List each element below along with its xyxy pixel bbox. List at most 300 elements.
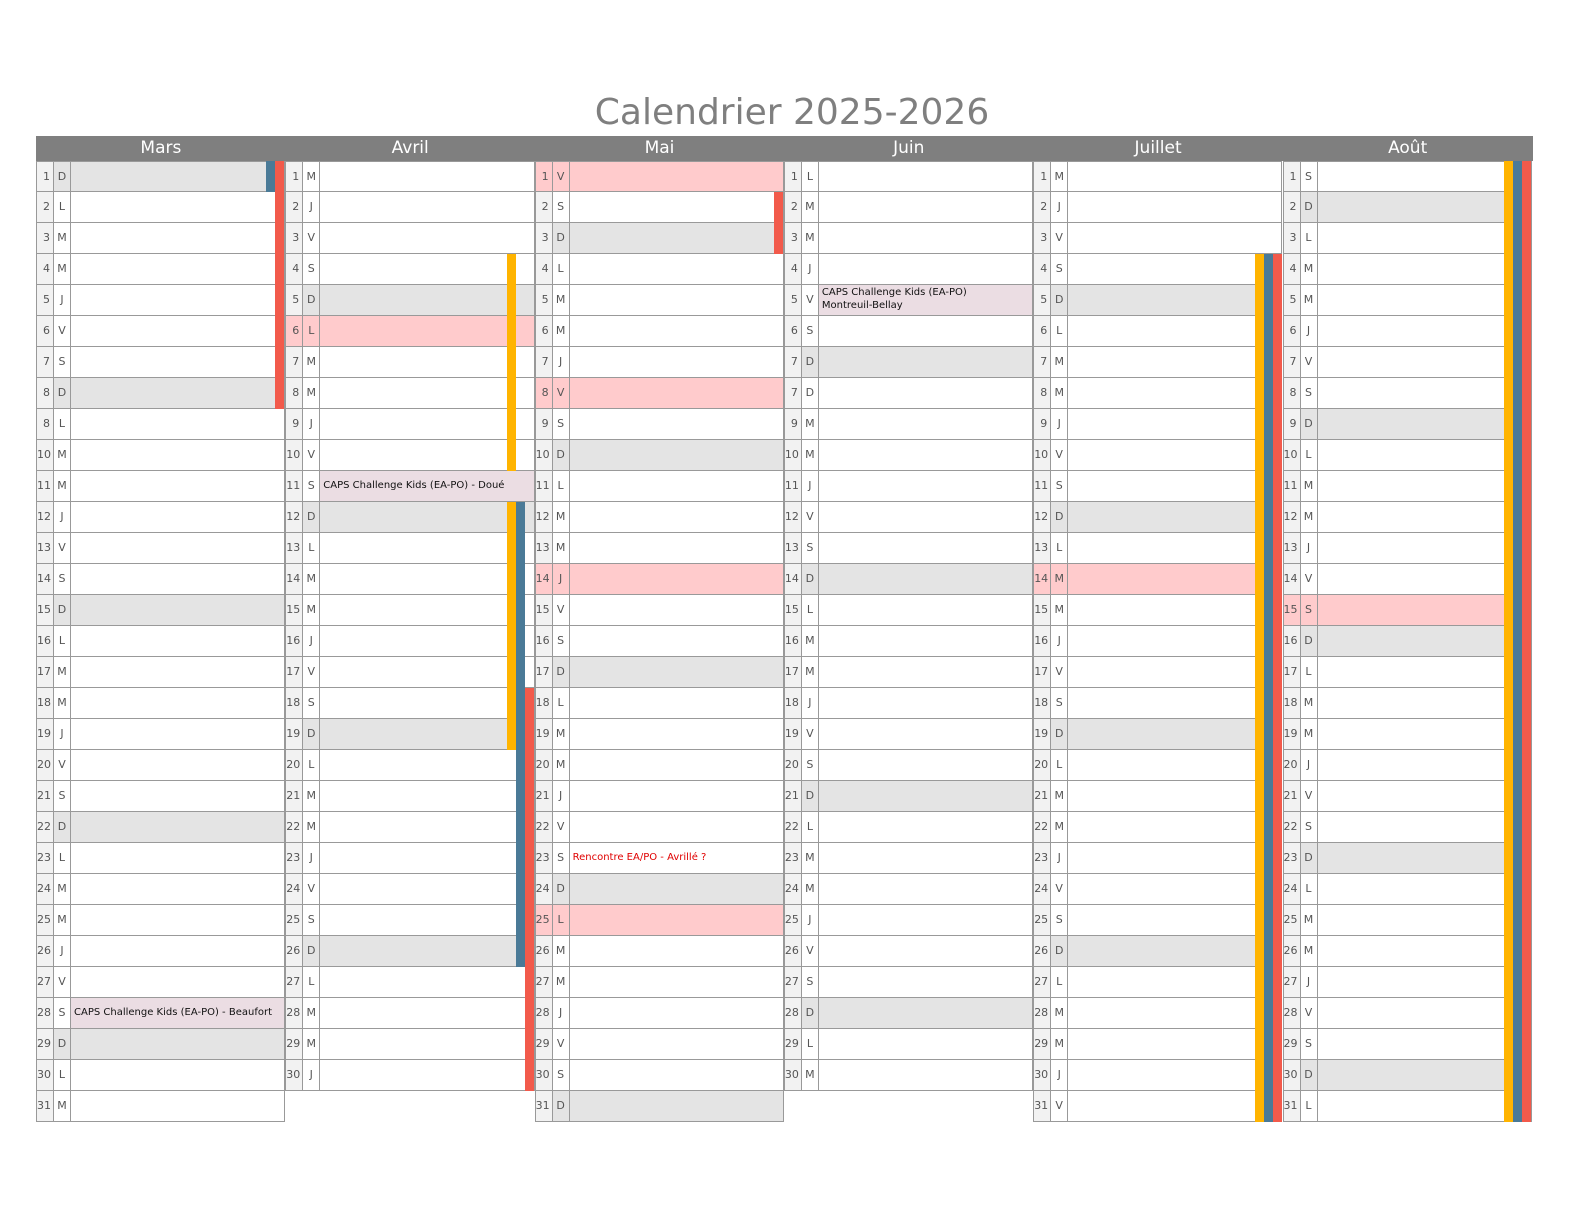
weekday-letter: D bbox=[802, 347, 819, 378]
day-event-cell bbox=[1318, 781, 1532, 812]
weekday-letter: M bbox=[303, 781, 320, 812]
weekday-letter: D bbox=[1051, 285, 1068, 316]
event-label: CAPS Challenge Kids (EA-PO) - Beaufort bbox=[74, 1007, 272, 1018]
day-event-cell bbox=[320, 254, 534, 285]
day-event-cell bbox=[1068, 316, 1282, 347]
day-number: 12 bbox=[1033, 502, 1051, 533]
weekday-letter: M bbox=[303, 161, 320, 192]
day-event-cell bbox=[71, 967, 285, 998]
vacation-period-bar-orange bbox=[1504, 161, 1513, 1122]
day-event-cell bbox=[570, 781, 784, 812]
event-label: CAPS Challenge Kids (EA-PO) bbox=[821, 287, 967, 298]
day-number: 17 bbox=[784, 657, 802, 688]
day-number: 5 bbox=[285, 285, 303, 316]
day-number: 30 bbox=[1283, 1060, 1301, 1091]
weekday-letter: M bbox=[1301, 719, 1318, 750]
weekday-letter: L bbox=[303, 750, 320, 781]
day-event-cell bbox=[320, 812, 534, 843]
event-label: Rencontre EA/PO - Avrillé ? bbox=[572, 852, 707, 863]
day-event-cell bbox=[320, 719, 534, 750]
weekday-letter: V bbox=[303, 874, 320, 905]
day-number: 31 bbox=[1283, 1091, 1301, 1122]
weekday-letter: J bbox=[303, 192, 320, 223]
weekday-letter: S bbox=[1051, 688, 1068, 719]
day-event-cell bbox=[1318, 750, 1532, 781]
weekday-letter: D bbox=[553, 440, 570, 471]
weekday-letter: D bbox=[553, 874, 570, 905]
weekday-letter: J bbox=[303, 843, 320, 874]
weekday-letter: M bbox=[1051, 347, 1068, 378]
day-number: 26 bbox=[36, 936, 54, 967]
day-number: 24 bbox=[784, 874, 802, 905]
weekday-letter: S bbox=[1301, 595, 1318, 626]
weekday-letter: V bbox=[1301, 781, 1318, 812]
day-event-cell bbox=[819, 316, 1033, 347]
day-number: 4 bbox=[535, 254, 553, 285]
day-event-cell bbox=[71, 471, 285, 502]
weekday-letter: J bbox=[1301, 533, 1318, 564]
vacation-period-bar-red bbox=[1273, 254, 1282, 1122]
vacation-period-bar-blue bbox=[516, 502, 525, 967]
weekday-letter: J bbox=[553, 347, 570, 378]
day-number: 16 bbox=[1033, 626, 1051, 657]
day-event-cell bbox=[320, 471, 534, 502]
day-number: 9 bbox=[784, 409, 802, 440]
day-number: 8 bbox=[1283, 378, 1301, 409]
day-event-cell bbox=[71, 719, 285, 750]
day-event-cell bbox=[320, 750, 534, 781]
day-event-cell bbox=[1068, 254, 1282, 285]
day-number: 22 bbox=[285, 812, 303, 843]
day-event-cell bbox=[1318, 626, 1532, 657]
weekday-letter: L bbox=[1051, 533, 1068, 564]
day-event-cell bbox=[71, 998, 285, 1029]
day-event-cell bbox=[819, 223, 1033, 254]
weekday-letter: D bbox=[553, 657, 570, 688]
day-event-cell bbox=[71, 285, 285, 316]
weekday-letter: D bbox=[54, 1029, 71, 1060]
weekday-letter: J bbox=[802, 254, 819, 285]
day-number: 27 bbox=[1283, 967, 1301, 998]
day-event-cell bbox=[71, 750, 285, 781]
weekday-letter: M bbox=[303, 998, 320, 1029]
weekday-letter: L bbox=[1301, 1091, 1318, 1122]
weekday-letter: M bbox=[802, 192, 819, 223]
day-event-cell bbox=[1318, 564, 1532, 595]
day-number: 27 bbox=[36, 967, 54, 998]
weekday-letter: J bbox=[1301, 316, 1318, 347]
weekday-letter: L bbox=[1301, 223, 1318, 254]
day-number: 8 bbox=[36, 378, 54, 409]
weekday-letter: L bbox=[54, 409, 71, 440]
weekday-letter: M bbox=[1051, 564, 1068, 595]
weekday-letter: D bbox=[1051, 719, 1068, 750]
weekday-letter: D bbox=[303, 502, 320, 533]
day-event-cell bbox=[1068, 905, 1282, 936]
weekday-letter: V bbox=[1301, 347, 1318, 378]
day-event-cell bbox=[1318, 719, 1532, 750]
day-event-cell bbox=[1318, 1029, 1532, 1060]
day-number: 23 bbox=[285, 843, 303, 874]
day-event-cell bbox=[570, 905, 784, 936]
day-event-cell bbox=[1068, 347, 1282, 378]
weekday-letter: M bbox=[1051, 998, 1068, 1029]
day-event-cell bbox=[320, 936, 534, 967]
day-event-cell bbox=[1318, 316, 1532, 347]
weekday-letter: J bbox=[1051, 409, 1068, 440]
day-event-cell bbox=[570, 316, 784, 347]
day-event-cell bbox=[1318, 998, 1532, 1029]
day-event-cell bbox=[1318, 595, 1532, 626]
weekday-letter: J bbox=[303, 409, 320, 440]
day-event-cell bbox=[320, 564, 534, 595]
day-event-cell bbox=[71, 254, 285, 285]
weekday-letter: V bbox=[553, 161, 570, 192]
day-event-cell bbox=[71, 409, 285, 440]
day-number: 18 bbox=[784, 688, 802, 719]
weekday-letter: D bbox=[553, 1091, 570, 1122]
day-event-cell bbox=[1318, 657, 1532, 688]
day-number: 2 bbox=[784, 192, 802, 223]
day-number: 21 bbox=[784, 781, 802, 812]
day-number: 10 bbox=[1283, 440, 1301, 471]
vacation-period-bar-blue bbox=[1513, 161, 1522, 1122]
day-event-cell bbox=[1068, 409, 1282, 440]
day-event-cell bbox=[71, 347, 285, 378]
day-event-cell bbox=[570, 688, 784, 719]
weekday-letter: J bbox=[553, 998, 570, 1029]
day-number: 7 bbox=[535, 347, 553, 378]
day-event-cell bbox=[320, 657, 534, 688]
weekday-letter: V bbox=[1051, 223, 1068, 254]
day-number: 16 bbox=[285, 626, 303, 657]
weekday-letter: M bbox=[1051, 781, 1068, 812]
weekday-letter: S bbox=[303, 905, 320, 936]
day-number: 6 bbox=[36, 316, 54, 347]
day-event-cell bbox=[71, 595, 285, 626]
day-event-cell bbox=[819, 161, 1033, 192]
day-number: 21 bbox=[285, 781, 303, 812]
day-number: 18 bbox=[1283, 688, 1301, 719]
day-number: 4 bbox=[36, 254, 54, 285]
weekday-letter: M bbox=[54, 905, 71, 936]
weekday-letter: L bbox=[54, 843, 71, 874]
day-event-cell bbox=[71, 1029, 285, 1060]
day-event-cell bbox=[819, 719, 1033, 750]
weekday-letter: J bbox=[54, 936, 71, 967]
day-number: 27 bbox=[1033, 967, 1051, 998]
day-event-cell bbox=[819, 347, 1033, 378]
weekday-letter: M bbox=[54, 1091, 71, 1122]
day-number: 9 bbox=[535, 409, 553, 440]
weekday-letter: J bbox=[1301, 750, 1318, 781]
day-number: 28 bbox=[1283, 998, 1301, 1029]
weekday-letter: V bbox=[802, 502, 819, 533]
day-event-cell bbox=[570, 533, 784, 564]
weekday-letter: M bbox=[1301, 254, 1318, 285]
day-event-cell bbox=[71, 812, 285, 843]
weekday-letter: J bbox=[1051, 1060, 1068, 1091]
day-number: 28 bbox=[285, 998, 303, 1029]
weekday-letter: D bbox=[54, 161, 71, 192]
weekday-letter: M bbox=[553, 936, 570, 967]
month-header: Août bbox=[1283, 136, 1533, 161]
vacation-period-bar-blue bbox=[1264, 254, 1273, 1122]
day-event-cell bbox=[320, 192, 534, 223]
day-event-cell bbox=[819, 533, 1033, 564]
weekday-letter: J bbox=[1051, 626, 1068, 657]
weekday-letter: L bbox=[553, 905, 570, 936]
day-number: 7 bbox=[784, 347, 802, 378]
day-event-cell bbox=[819, 843, 1033, 874]
day-event-cell bbox=[1318, 533, 1532, 564]
weekday-letter: S bbox=[802, 750, 819, 781]
weekday-letter: M bbox=[54, 688, 71, 719]
day-event-cell bbox=[1068, 192, 1282, 223]
day-number: 25 bbox=[535, 905, 553, 936]
day-number: 8 bbox=[36, 409, 54, 440]
day-number: 22 bbox=[1033, 812, 1051, 843]
day-event-cell bbox=[570, 998, 784, 1029]
day-number: 23 bbox=[784, 843, 802, 874]
day-number: 6 bbox=[1283, 316, 1301, 347]
day-number: 22 bbox=[1283, 812, 1301, 843]
vacation-period-bar-red bbox=[275, 161, 284, 409]
day-number: 19 bbox=[1033, 719, 1051, 750]
day-number: 20 bbox=[784, 750, 802, 781]
day-number: 20 bbox=[36, 750, 54, 781]
weekday-letter: V bbox=[802, 936, 819, 967]
day-event-cell bbox=[320, 316, 534, 347]
weekday-letter: M bbox=[553, 533, 570, 564]
day-number: 28 bbox=[784, 998, 802, 1029]
day-number: 15 bbox=[36, 595, 54, 626]
weekday-letter: V bbox=[553, 812, 570, 843]
day-event-cell bbox=[320, 223, 534, 254]
day-event-cell bbox=[570, 812, 784, 843]
vacation-period-bar-orange bbox=[507, 502, 516, 750]
day-event-cell bbox=[320, 378, 534, 409]
weekday-letter: L bbox=[1301, 874, 1318, 905]
day-number: 31 bbox=[36, 1091, 54, 1122]
day-event-cell bbox=[320, 874, 534, 905]
day-number: 5 bbox=[1033, 285, 1051, 316]
weekday-letter: J bbox=[802, 471, 819, 502]
weekday-letter: D bbox=[802, 781, 819, 812]
day-event-cell bbox=[1068, 378, 1282, 409]
weekday-letter: M bbox=[54, 440, 71, 471]
day-number: 5 bbox=[36, 285, 54, 316]
weekday-letter: M bbox=[553, 316, 570, 347]
day-number: 21 bbox=[1033, 781, 1051, 812]
day-number: 1 bbox=[535, 161, 553, 192]
day-event-cell bbox=[570, 161, 784, 192]
day-number: 20 bbox=[1033, 750, 1051, 781]
day-event-cell bbox=[71, 440, 285, 471]
day-event-cell bbox=[570, 843, 784, 874]
weekday-letter: S bbox=[303, 688, 320, 719]
weekday-letter: V bbox=[1301, 998, 1318, 1029]
day-event-cell bbox=[819, 471, 1033, 502]
day-number: 17 bbox=[1033, 657, 1051, 688]
day-number: 30 bbox=[285, 1060, 303, 1091]
day-number: 13 bbox=[535, 533, 553, 564]
day-number: 10 bbox=[784, 440, 802, 471]
day-number: 14 bbox=[535, 564, 553, 595]
weekday-letter: L bbox=[54, 626, 71, 657]
day-number: 17 bbox=[36, 657, 54, 688]
day-number: 22 bbox=[535, 812, 553, 843]
weekday-letter: V bbox=[553, 1029, 570, 1060]
weekday-letter: J bbox=[802, 688, 819, 719]
day-number: 29 bbox=[1283, 1029, 1301, 1060]
day-event-cell bbox=[320, 502, 534, 533]
weekday-letter: M bbox=[1051, 1029, 1068, 1060]
day-number: 1 bbox=[285, 161, 303, 192]
day-event-cell bbox=[819, 967, 1033, 998]
day-number: 15 bbox=[1033, 595, 1051, 626]
day-number: 17 bbox=[535, 657, 553, 688]
day-event-cell bbox=[71, 316, 285, 347]
day-event-cell bbox=[1068, 998, 1282, 1029]
day-event-cell bbox=[1068, 440, 1282, 471]
day-number: 7 bbox=[1033, 347, 1051, 378]
weekday-letter: L bbox=[802, 1029, 819, 1060]
day-event-cell bbox=[1068, 1029, 1282, 1060]
day-number: 20 bbox=[535, 750, 553, 781]
day-number: 17 bbox=[1283, 657, 1301, 688]
weekday-letter: S bbox=[553, 1060, 570, 1091]
event-label: CAPS Challenge Kids (EA-PO) - Doué bbox=[323, 480, 505, 491]
weekday-letter: S bbox=[1301, 812, 1318, 843]
day-number: 1 bbox=[784, 161, 802, 192]
day-number: 8 bbox=[285, 378, 303, 409]
day-number: 12 bbox=[36, 502, 54, 533]
weekday-letter: L bbox=[303, 967, 320, 998]
day-event-cell bbox=[1068, 1060, 1282, 1091]
day-number: 25 bbox=[36, 905, 54, 936]
day-number: 30 bbox=[1033, 1060, 1051, 1091]
day-number: 7 bbox=[36, 347, 54, 378]
weekday-letter: S bbox=[1301, 1029, 1318, 1060]
day-number: 5 bbox=[535, 285, 553, 316]
weekday-letter: M bbox=[303, 1029, 320, 1060]
day-number: 2 bbox=[285, 192, 303, 223]
day-event-cell bbox=[819, 1060, 1033, 1091]
day-event-cell bbox=[1318, 440, 1532, 471]
day-number: 15 bbox=[784, 595, 802, 626]
day-event-cell bbox=[570, 254, 784, 285]
day-event-cell bbox=[1318, 347, 1532, 378]
day-number: 14 bbox=[1283, 564, 1301, 595]
day-number: 11 bbox=[1033, 471, 1051, 502]
day-number: 19 bbox=[36, 719, 54, 750]
day-event-cell bbox=[71, 905, 285, 936]
weekday-letter: M bbox=[553, 285, 570, 316]
day-event-cell bbox=[320, 533, 534, 564]
weekday-letter: V bbox=[54, 533, 71, 564]
day-event-cell bbox=[570, 750, 784, 781]
day-event-cell bbox=[1068, 161, 1282, 192]
day-number: 12 bbox=[535, 502, 553, 533]
day-event-cell bbox=[570, 936, 784, 967]
day-event-cell bbox=[819, 750, 1033, 781]
day-number: 24 bbox=[1033, 874, 1051, 905]
weekday-letter: M bbox=[303, 595, 320, 626]
day-number: 16 bbox=[784, 626, 802, 657]
day-event-cell bbox=[570, 1091, 784, 1122]
day-event-cell bbox=[71, 533, 285, 564]
day-event-cell bbox=[570, 564, 784, 595]
day-event-cell bbox=[71, 192, 285, 223]
day-event-cell bbox=[71, 161, 285, 192]
month-header: Avril bbox=[285, 136, 535, 161]
day-event-cell bbox=[320, 347, 534, 378]
weekday-letter: L bbox=[802, 812, 819, 843]
weekday-letter: M bbox=[303, 378, 320, 409]
weekday-letter: M bbox=[54, 471, 71, 502]
day-number: 21 bbox=[1283, 781, 1301, 812]
weekday-letter: M bbox=[54, 223, 71, 254]
day-event-cell bbox=[1068, 471, 1282, 502]
day-number: 7 bbox=[784, 378, 802, 409]
day-event-cell bbox=[320, 161, 534, 192]
weekday-letter: M bbox=[54, 874, 71, 905]
weekday-letter: M bbox=[1051, 378, 1068, 409]
day-number: 26 bbox=[285, 936, 303, 967]
day-number: 1 bbox=[1283, 161, 1301, 192]
day-number: 20 bbox=[285, 750, 303, 781]
weekday-letter: S bbox=[54, 347, 71, 378]
weekday-letter: S bbox=[553, 843, 570, 874]
day-event-cell bbox=[570, 378, 784, 409]
weekday-letter: V bbox=[303, 223, 320, 254]
weekday-letter: L bbox=[1051, 316, 1068, 347]
weekday-letter: S bbox=[553, 409, 570, 440]
day-number: 22 bbox=[36, 812, 54, 843]
day-event-cell bbox=[1318, 936, 1532, 967]
weekday-letter: D bbox=[1051, 936, 1068, 967]
day-number: 9 bbox=[285, 409, 303, 440]
day-event-cell bbox=[320, 1060, 534, 1091]
weekday-letter: D bbox=[1301, 192, 1318, 223]
weekday-letter: L bbox=[1301, 440, 1318, 471]
day-event-cell bbox=[1318, 378, 1532, 409]
day-event-cell bbox=[1068, 285, 1282, 316]
weekday-letter: L bbox=[802, 161, 819, 192]
day-event-cell bbox=[1068, 812, 1282, 843]
day-number: 16 bbox=[535, 626, 553, 657]
weekday-letter: L bbox=[1051, 967, 1068, 998]
weekday-letter: V bbox=[1051, 657, 1068, 688]
weekday-letter: J bbox=[303, 626, 320, 657]
day-number: 4 bbox=[1033, 254, 1051, 285]
day-event-cell bbox=[570, 285, 784, 316]
weekday-letter: M bbox=[1301, 471, 1318, 502]
day-number: 15 bbox=[535, 595, 553, 626]
weekday-letter: V bbox=[553, 378, 570, 409]
weekday-letter: S bbox=[303, 254, 320, 285]
day-event-cell bbox=[1068, 688, 1282, 719]
month-header: Mars bbox=[36, 136, 286, 161]
weekday-letter: J bbox=[303, 1060, 320, 1091]
weekday-letter: M bbox=[1301, 502, 1318, 533]
weekday-letter: V bbox=[54, 967, 71, 998]
weekday-letter: V bbox=[802, 285, 819, 316]
day-number: 8 bbox=[535, 378, 553, 409]
weekday-letter: M bbox=[1051, 161, 1068, 192]
weekday-letter: V bbox=[54, 316, 71, 347]
